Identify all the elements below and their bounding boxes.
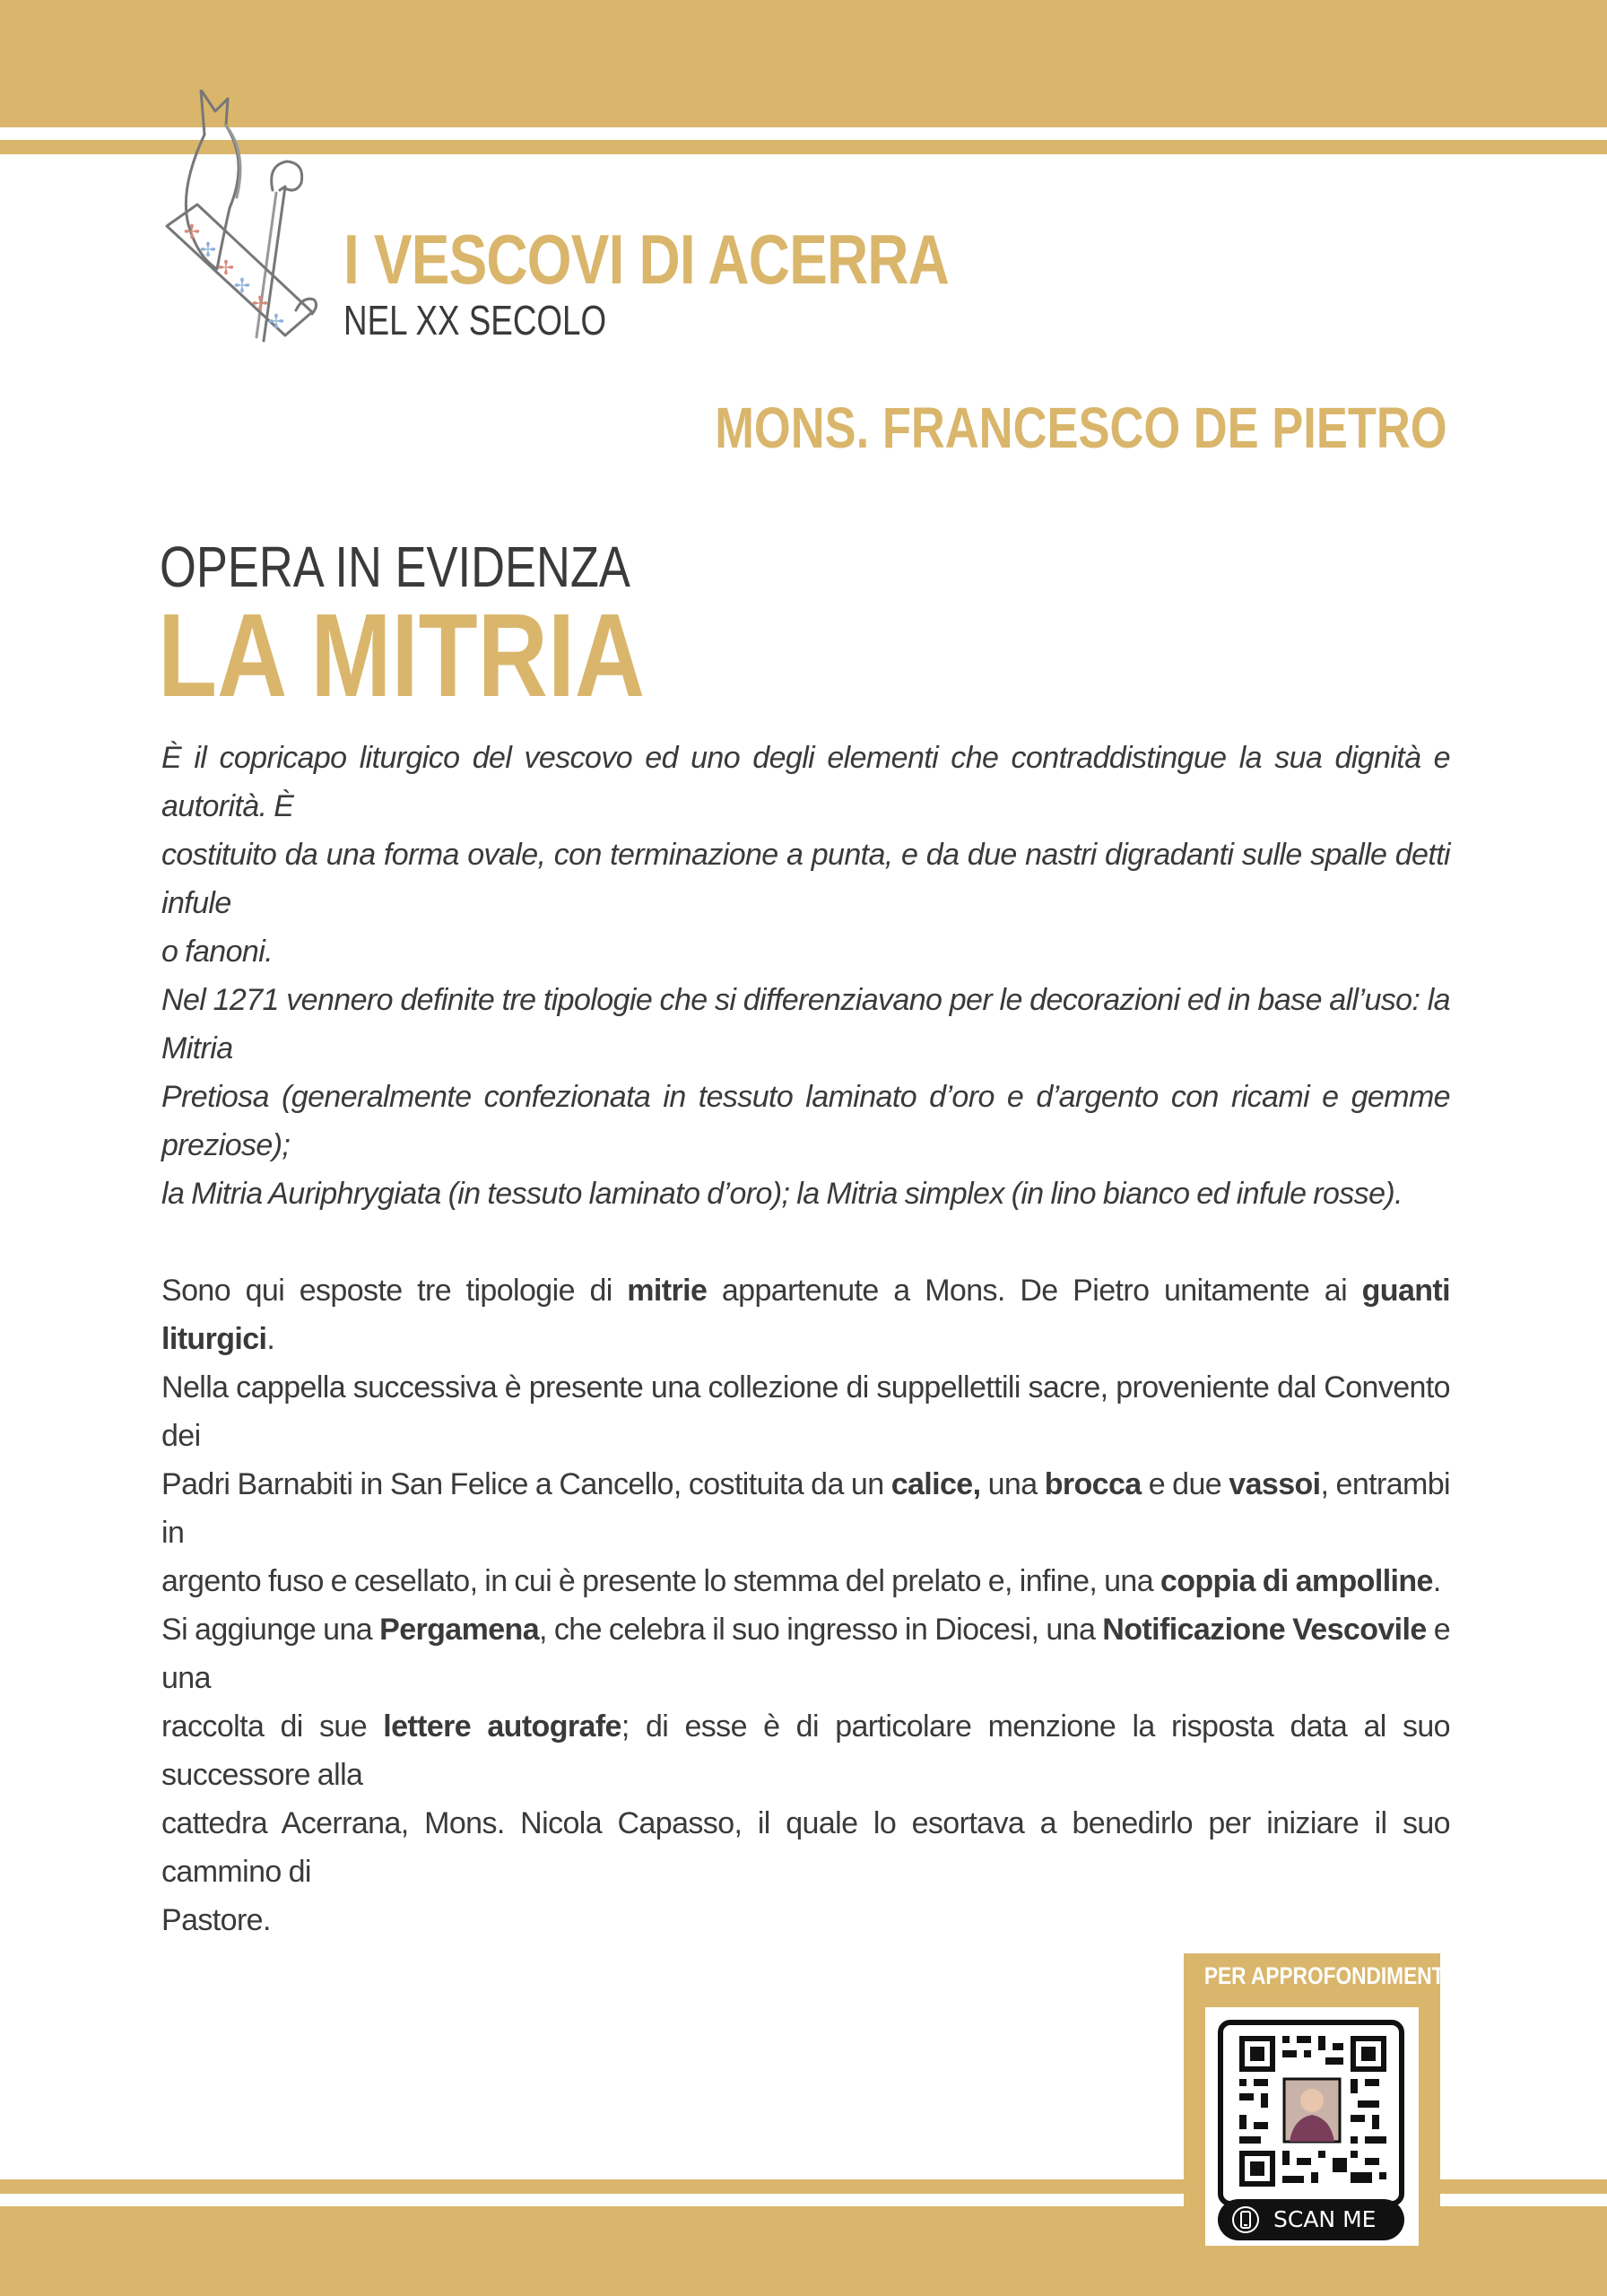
- body-text: e due: [1141, 1467, 1229, 1501]
- highlight-pergamena: Pergamena: [379, 1613, 540, 1647]
- body-paragraph: [161, 1266, 1450, 1944]
- body-text: appartenute a Mons. De Pietro unitamente ai: [707, 1274, 1362, 1308]
- body-line: [161, 1557, 1450, 1605]
- intro-line: la Mitria Auriphrygiata (in tessuto laminato d’oro); la Mitria simplex (in lino bianco ed infule rosse).: [161, 1177, 1403, 1211]
- body-text: Sono qui esposte tre tipologie di: [161, 1274, 628, 1308]
- brand-title: I VESCOVI DI ACERRA: [343, 220, 950, 299]
- scan-me-button[interactable]: [1218, 2199, 1404, 2240]
- body-line: Pastore.: [161, 1903, 271, 1937]
- highlight-mitrie: mitrie: [627, 1274, 708, 1308]
- body-text: .: [266, 1322, 275, 1356]
- body-text: ; di esse è di particolare menzione la risposta data al suo successore alla: [161, 1709, 1450, 1792]
- body-text: , che celebra il suo ingresso in Diocesi, una: [539, 1613, 1103, 1647]
- highlight-vassoi: vassoi: [1229, 1467, 1321, 1501]
- highlight-notificazione: Notificazione Vescovile: [1102, 1613, 1427, 1647]
- highlight-guanti: guanti liturgici: [161, 1274, 1450, 1356]
- section-kicker: OPERA IN EVIDENZA: [160, 535, 630, 599]
- body-text: , entrambi in: [161, 1467, 1450, 1550]
- intro-paragraph: [161, 734, 1450, 1218]
- brand-subtitle: NEL XX SECOLO: [343, 297, 607, 344]
- svg-text:✢: ✢: [217, 257, 235, 280]
- section-title: LA MITRIA: [158, 589, 646, 721]
- body-text: raccolta di sue: [161, 1709, 384, 1744]
- qr-card[interactable]: [1205, 2007, 1419, 2246]
- highlight-calice: calice,: [890, 1467, 981, 1501]
- body-text: Padri Barnabiti in San Felice a Cancello, costituita da un: [161, 1467, 891, 1501]
- body-text: argento fuso e cesellato, in cui è presente lo stemma del prelato e, infine, una: [161, 1564, 1160, 1598]
- svg-text:✢: ✢: [251, 293, 269, 316]
- body-line: [161, 1702, 1450, 1799]
- body-line: [161, 1460, 1450, 1557]
- svg-text:✢: ✢: [233, 275, 251, 298]
- qr-frame: [1218, 2020, 1404, 2206]
- body-line: [161, 1605, 1450, 1702]
- body-line: cattedra Acerrana, Mons. Nicola Capasso, il quale lo esortava a benedirlo per iniziare il suo cammino di: [161, 1806, 1450, 1889]
- article-body: [161, 734, 1450, 1993]
- intro-line: È il copricapo liturgico del vescovo ed uno degli elementi che contraddistingue la sua dignità e autorità. È: [161, 741, 1450, 823]
- body-text: .: [1432, 1564, 1441, 1598]
- mitre-crozier-logo: [161, 90, 341, 377]
- body-text: Si aggiunge una: [161, 1613, 380, 1647]
- qr-panel: [1184, 1953, 1450, 2260]
- intro-line: costituito da una forma ovale, con terminazione a punta, e da due nastri digradanti sulle spalle detti infule: [161, 838, 1450, 920]
- qr-label: PER APPROFONDIMENTI: [1203, 1962, 1450, 1989]
- body-line: Nella cappella successiva è presente una collezione di suppellettili sacre, proveniente dal Convento dei: [161, 1370, 1450, 1453]
- svg-text:✢: ✢: [183, 222, 201, 244]
- intro-line: Pretiosa (generalmente confezionata in tessuto laminato d’oro e d’argento con ricami e gemme preziose);: [161, 1080, 1450, 1162]
- body-text: una: [980, 1467, 1045, 1501]
- intro-line: Nel 1271 vennero definite tre tipologie che si differenziavano per le decorazioni ed in base all’uso: la Mitria: [161, 983, 1450, 1065]
- svg-text:✢: ✢: [267, 311, 285, 334]
- highlight-lettere: lettere autografe: [383, 1709, 621, 1744]
- svg-text:✢: ✢: [199, 239, 217, 262]
- highlight-ampolline: coppia di ampolline: [1160, 1564, 1433, 1598]
- bishop-name: MONS. FRANCESCO DE PIETRO: [715, 396, 1447, 460]
- qr-code[interactable]: [1223, 2025, 1399, 2201]
- body-text: e una: [161, 1613, 1451, 1695]
- intro-line: o fanoni.: [161, 935, 274, 969]
- highlight-brocca: brocca: [1044, 1467, 1142, 1501]
- phone-icon: [1232, 2204, 1259, 2236]
- body-line: [161, 1266, 1450, 1363]
- scan-me-label: SCAN ME: [1273, 2206, 1377, 2232]
